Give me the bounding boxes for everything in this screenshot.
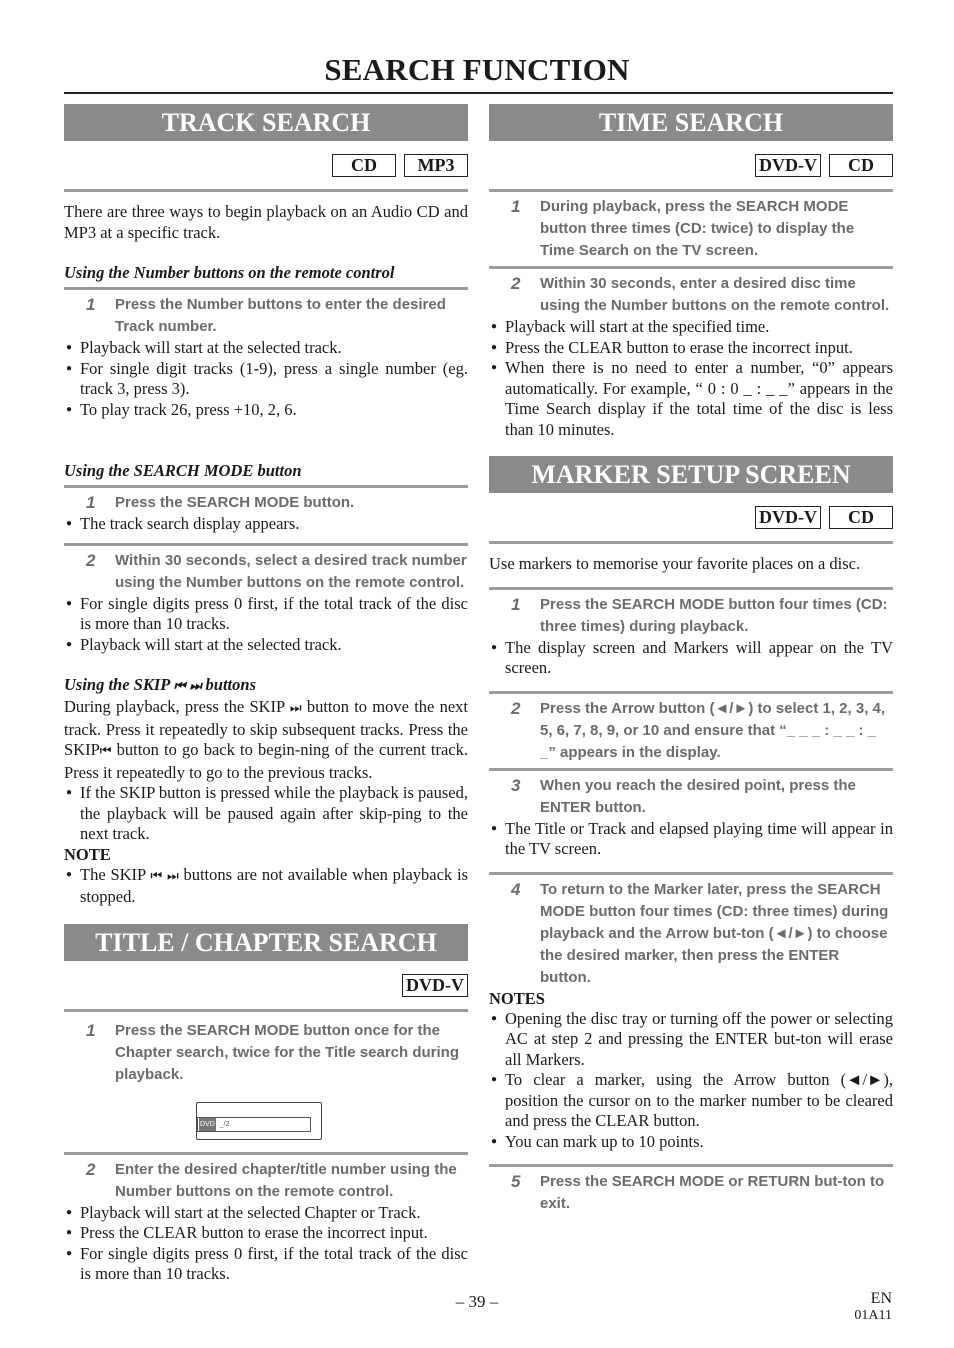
list-item: ● Press the CLEAR button to erase the incorrect input. xyxy=(489,338,893,359)
step-number: 3 xyxy=(511,775,521,795)
divider xyxy=(489,541,893,544)
step-number: 1 xyxy=(511,594,521,614)
skip-text-1: During playback, press the SKIP xyxy=(64,697,285,716)
list-item: ● If the SKIP button is pressed while the playback is paused, the playback will be paused again after skip-ping to the next track. xyxy=(64,783,468,845)
step-1 xyxy=(64,1020,468,1086)
dvd-label: DVD xyxy=(199,1118,216,1131)
step-text: When you reach the desired point, press the ENTER button. xyxy=(540,776,856,816)
bullet-list xyxy=(489,638,893,679)
step-4 xyxy=(489,879,893,989)
marker-intro: Use markers to memorise your favorite places on a disc. xyxy=(489,554,861,573)
step-2 xyxy=(64,1159,468,1203)
list-item: ● For single digit tracks (1-9), press a single number (eg. track 3, press 3). xyxy=(64,359,468,400)
right-column xyxy=(489,104,893,1215)
step-1 xyxy=(489,196,893,262)
language-code: EN xyxy=(870,1290,892,1307)
divider xyxy=(489,266,893,269)
bullet-list xyxy=(64,514,468,535)
divider xyxy=(64,1009,468,1012)
step-number: 2 xyxy=(511,698,521,718)
divider xyxy=(64,485,468,488)
badge-cd: CD xyxy=(829,154,893,177)
badge-dvd-v: DVD-V xyxy=(755,154,821,177)
step-number: 2 xyxy=(86,1159,96,1179)
bullet-list xyxy=(489,819,893,860)
step-text: Within 30 seconds, select a desired track number using the Number buttons on the remote control. xyxy=(115,551,467,591)
search-mode-heading: Using the SEARCH MODE button xyxy=(64,461,302,480)
step-text: Press the SEARCH MODE or RETURN but-ton to exit. xyxy=(540,1173,885,1212)
divider xyxy=(489,587,893,590)
divider xyxy=(64,1152,468,1155)
bullet-list xyxy=(64,338,468,420)
track-search-banner: TRACK SEARCH xyxy=(64,104,468,141)
page-title: SEARCH FUNCTION xyxy=(324,52,630,87)
tv-screen-illustration xyxy=(196,1102,322,1140)
step-number: 4 xyxy=(511,879,521,899)
list-item: ● Press the CLEAR button to erase the incorrect input. xyxy=(64,1223,468,1244)
step-1 xyxy=(64,492,468,514)
step-text: To return to the Marker later, press the SEARCH MODE button four times (CD: three times) during playback and the Arrow but-ton (◄/►) to choose the desired marker, then press the ENTER button. xyxy=(540,880,889,986)
badge-mp3: MP3 xyxy=(404,154,468,177)
list-item: ● Playback will start at the selected track. xyxy=(64,338,468,359)
divider xyxy=(489,691,893,694)
list-item: ● To clear a marker, using the Arrow button (◄/►), position the cursor on to the marker number to be cleared and press the CLEAR button. xyxy=(489,1070,893,1132)
list-item: ● You can mark up to 10 points. xyxy=(489,1132,893,1153)
time-search-badges xyxy=(489,154,893,177)
list-item: ● Playback will start at the specified time. xyxy=(489,317,893,338)
step-5 xyxy=(489,1171,893,1215)
track-search-intro: There are three ways to begin playback on an Audio CD and MP3 at a specific track. xyxy=(64,202,468,242)
list-item: ● Opening the disc tray or turning off the power or selecting AC at step 2 and pressing the ENTER but-ton will erase all Markers. xyxy=(489,1009,893,1071)
skip-forward-icon: ⏭ xyxy=(289,701,302,716)
step-1 xyxy=(64,294,468,338)
list-item: ● For single digits press 0 first, if the total track of the disc is more than 10 tracks. xyxy=(64,594,468,635)
step-text: Within 30 seconds, enter a desired disc time using the Number buttons on the remote control. xyxy=(540,275,890,314)
skip-heading-post: buttons xyxy=(205,675,256,694)
step-number: 1 xyxy=(511,197,521,216)
step-text: Press the SEARCH MODE button once for the Chapter search, twice for the Title search during playback. xyxy=(115,1021,459,1083)
list-item: ● Playback will start at the selected Chapter or Track. xyxy=(64,1203,468,1224)
divider xyxy=(64,189,468,192)
bullet-list xyxy=(64,1203,468,1285)
skip-forward-icon: ⏭ xyxy=(189,679,202,694)
search-display-bar xyxy=(197,1117,311,1132)
badge-dvd-v: DVD-V xyxy=(755,506,821,529)
title-rule xyxy=(64,92,893,94)
step-number: 1 xyxy=(86,1020,96,1040)
step-number: 5 xyxy=(511,1172,521,1191)
step-text: During playback, press the SEARCH MODE button three times (CD: twice) to display the Time Search on the TV screen. xyxy=(540,198,855,259)
number-buttons-heading: Using the Number buttons on the remote control xyxy=(64,263,395,282)
page-number: – 39 – xyxy=(455,1292,499,1311)
step-text: Press the SEARCH MODE button four times (CD: three times) during playback. xyxy=(540,595,888,635)
step-number: 2 xyxy=(86,550,96,570)
skip-back-icon: ⏮ xyxy=(99,744,112,759)
step-text: Press the SEARCH MODE button. xyxy=(115,494,355,511)
skip-forward-icon: ⏭ xyxy=(166,868,179,884)
badge-dvd-v: DVD-V xyxy=(402,974,468,997)
list-item xyxy=(64,865,468,908)
title-chapter-banner: TITLE / CHAPTER SEARCH xyxy=(64,924,468,961)
divider xyxy=(64,543,468,546)
list-item: ● The display screen and Markers will appear on the TV screen. xyxy=(489,638,893,679)
step-1 xyxy=(489,594,893,638)
note-heading: NOTE xyxy=(64,844,111,864)
step-2 xyxy=(489,273,893,317)
step-3 xyxy=(489,775,893,819)
notes-heading: NOTES xyxy=(489,988,545,1008)
skip-back-icon: ⏮ xyxy=(150,868,163,884)
step-number: 2 xyxy=(511,274,521,293)
note-text-post: buttons are not available when playback is stopped. xyxy=(80,864,468,906)
note-text-pre: The SKIP xyxy=(80,864,146,884)
bullet-list xyxy=(489,317,893,440)
title-chapter-badges xyxy=(64,974,468,997)
bullet-list xyxy=(64,594,468,656)
divider xyxy=(489,768,893,771)
divider xyxy=(489,189,893,192)
marker-setup-banner: MARKER SETUP SCREEN xyxy=(489,456,893,493)
list-item: ● Playback will start at the selected track. xyxy=(64,635,468,656)
step-2 xyxy=(64,550,468,594)
list-item: ● For single digits press 0 first, if the total track of the disc is more than 10 tracks. xyxy=(64,1244,468,1285)
badge-cd: CD xyxy=(332,154,396,177)
divider xyxy=(489,872,893,875)
badge-cd: CD xyxy=(829,506,893,529)
left-column xyxy=(64,104,468,1285)
step-text: Press the Number buttons to enter the desired Track number. xyxy=(115,296,446,335)
list-item: ● When there is no need to enter a number, “0” appears automatically. For example, “ 0 : 0 _ : _ _” appears in the Time Search display if the total time of the disc is less than 10 minutes. xyxy=(489,358,893,440)
step-2 xyxy=(489,698,893,764)
bullet-list xyxy=(64,783,468,845)
list-item: ● The track search display appears. xyxy=(64,514,468,535)
step-text: Press the Arrow button (◄/►) to select 1, 2, 3, 4, 5, 6, 7, 8, 9, or 10 and ensure that “_ _ _ : _ _ : _ _” appears in the display. xyxy=(540,699,886,761)
list-item: ● The Title or Track and elapsed playing time will appear in the TV screen. xyxy=(489,819,893,860)
bullet-list xyxy=(64,865,468,908)
step-number: 1 xyxy=(86,295,96,314)
marker-badges xyxy=(489,506,893,529)
document-code: 01A11 xyxy=(854,1308,892,1323)
skip-heading xyxy=(64,675,468,697)
divider xyxy=(64,287,468,290)
bullet-list xyxy=(489,1009,893,1153)
skip-text-3: button to go back to begin-ning of the current track. Press it repeatedly to go to the previous tracks. xyxy=(64,740,468,782)
step-text: Enter the desired chapter/title number using the Number buttons on the remote control. xyxy=(115,1160,457,1200)
skip-paragraph xyxy=(64,697,468,783)
track-search-badges xyxy=(64,154,468,177)
list-item: ● To play track 26, press +10, 2, 6. xyxy=(64,400,468,421)
skip-text-2: button to move the next track. Press it repeatedly to skip subsequent tracks. Press the SKIP xyxy=(64,697,469,759)
skip-back-icon: ⏮ xyxy=(173,679,186,694)
osd-text: _/2 xyxy=(219,1120,230,1128)
divider xyxy=(489,1164,893,1167)
step-number: 1 xyxy=(86,493,96,512)
time-search-banner: TIME SEARCH xyxy=(489,104,893,141)
skip-heading-pre: Using the SKIP xyxy=(64,675,170,694)
